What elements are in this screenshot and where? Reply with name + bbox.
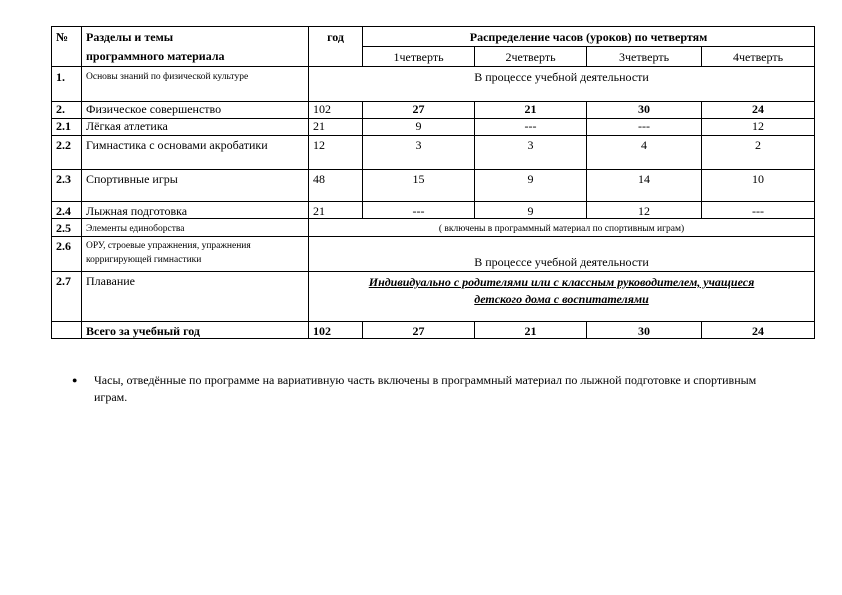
total-num (52, 322, 82, 339)
table-row (52, 119, 815, 136)
total-row (52, 322, 815, 339)
header-section (82, 27, 309, 67)
row-q3: 12 (587, 202, 702, 219)
table-row (52, 67, 815, 102)
row-name (82, 237, 309, 272)
table-row (52, 202, 815, 219)
header-quarter-3: 3четверть (587, 47, 702, 67)
row-q4: 10 (702, 170, 815, 202)
row-q2: 21 (475, 102, 587, 119)
header-section-line1: Разделы и темы (86, 30, 174, 44)
row-name-line2: корригирующей гимнастики (86, 255, 202, 265)
header-num: № (52, 27, 82, 67)
row-q4: --- (702, 202, 815, 219)
row-num: 1. (52, 67, 82, 102)
row-year: 102 (309, 102, 363, 119)
row-num: 2.5 (52, 219, 82, 237)
header-year: год (309, 27, 363, 67)
row-num: 2.3 (52, 170, 82, 202)
total-q3: 30 (587, 322, 702, 339)
row-q3: 30 (587, 102, 702, 119)
footnote-text: Часы, отведённые по программе на вариативную часть включены в программный материал по лыжной подготовке и спортивным играм. (94, 373, 757, 404)
row-merged: ( включены в программный материал по спортивным играм) (309, 219, 815, 237)
header-distribution: Распределение часов (уроков) по четвертям (363, 27, 815, 47)
row-name: Основы знаний по физической культуре (82, 67, 309, 102)
row-year: 21 (309, 202, 363, 219)
row-q2: 3 (475, 136, 587, 170)
row-q4: 24 (702, 102, 815, 119)
row-num: 2.1 (52, 119, 82, 136)
row-num: 2.4 (52, 202, 82, 219)
row-q3: 4 (587, 136, 702, 170)
row-q2: 9 (475, 202, 587, 219)
total-name: Всего за учебный год (82, 322, 309, 339)
total-year: 102 (309, 322, 363, 339)
table-row (52, 102, 815, 119)
row-q4: 2 (702, 136, 815, 170)
row-name: Гимнастика с основами акробатики (82, 136, 309, 170)
table-row (52, 272, 815, 322)
bullet-icon: ● (72, 375, 78, 385)
row-name: Лёгкая атлетика (82, 119, 309, 136)
row-year: 21 (309, 119, 363, 136)
row-q3: 14 (587, 170, 702, 202)
row-num: 2.2 (52, 136, 82, 170)
row-q3: --- (587, 119, 702, 136)
header-quarter-4: 4четверть (702, 47, 815, 67)
row-num: 2.7 (52, 272, 82, 322)
row-q1: 9 (363, 119, 475, 136)
table-row (52, 136, 815, 170)
row-q2: 9 (475, 170, 587, 202)
row-name: Плавание (82, 272, 309, 322)
header-section-line2: программного материала (86, 49, 225, 63)
hours-distribution-table (51, 26, 815, 339)
row-year: 12 (309, 136, 363, 170)
row-q2: --- (475, 119, 587, 136)
header-quarter-2: 2четверть (475, 47, 587, 67)
row-q1: 15 (363, 170, 475, 202)
total-q2: 21 (475, 322, 587, 339)
row-merged-line2: детского дома с воспитателями (474, 292, 649, 306)
total-q1: 27 (363, 322, 475, 339)
row-q4: 12 (702, 119, 815, 136)
row-q1: 3 (363, 136, 475, 170)
table-row (52, 170, 815, 202)
row-name: Спортивные игры (82, 170, 309, 202)
row-name: Лыжная подготовка (82, 202, 309, 219)
row-name: Элементы единоборства (82, 219, 309, 237)
footnote (72, 372, 792, 406)
table-row (52, 219, 815, 237)
row-num: 2.6 (52, 237, 82, 272)
table-row (52, 237, 815, 272)
row-merged: В процессе учебной деятельности (309, 237, 815, 272)
row-q1: --- (363, 202, 475, 219)
row-year: 48 (309, 170, 363, 202)
row-merged (309, 272, 815, 322)
row-merged: В процессе учебной деятельности (309, 67, 815, 102)
row-q1: 27 (363, 102, 475, 119)
row-name: Физическое совершенство (82, 102, 309, 119)
total-q4: 24 (702, 322, 815, 339)
row-name-line1: ОРУ, строевые упражнения, упражнения (86, 241, 251, 251)
row-num: 2. (52, 102, 82, 119)
row-merged-line1: Индивидуально с родителями или с классным руководителем, учащиеся (368, 275, 755, 289)
header-quarter-1: 1четверть (363, 47, 475, 67)
